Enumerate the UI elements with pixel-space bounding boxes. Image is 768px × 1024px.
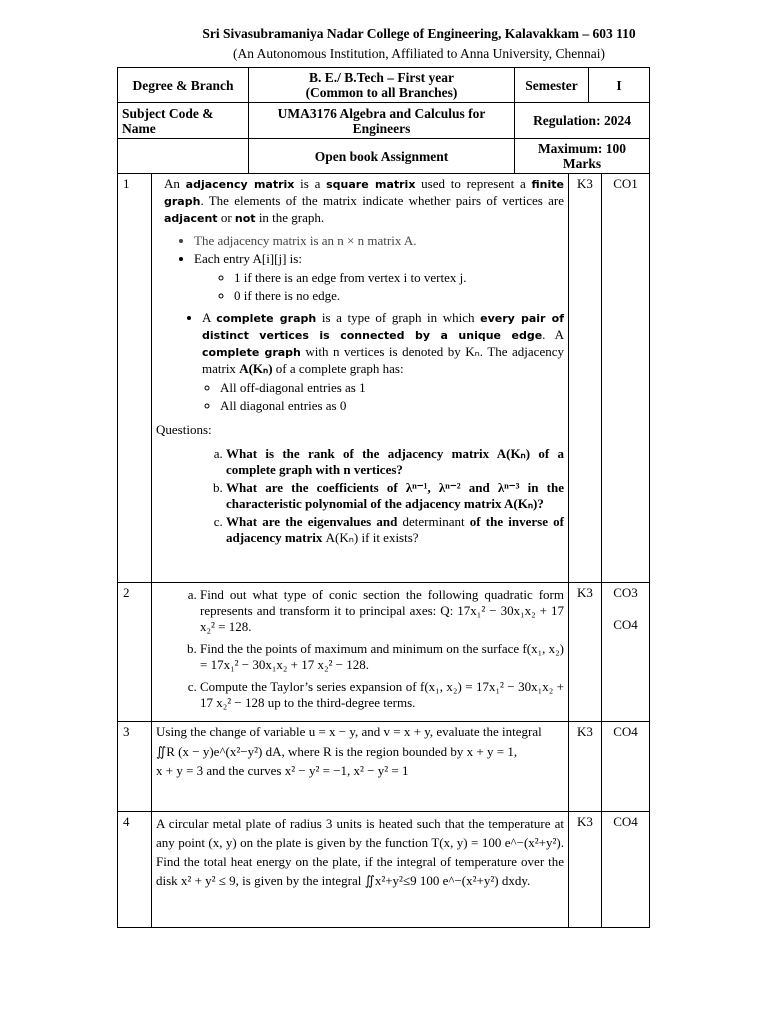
bullet-item: ◦ 0 if there is no edge. bbox=[234, 288, 564, 304]
question-body: An adjacency matrix is a square matrix used to represent a finite graph. The elements of the matrix indicate whether pairs of vertices are adjacent or not in the graph. • The adjacency matrix is an n × n matrix A. • Each entry A[i][j] is: ◦ 1 if there is an edge from vertex i to vertex j. ◦ 0 if there is no edge. • A complete graph is a type of graph in which every pair of distinct vertices is connected by a unique edge. A complete graph with n vertices is denoted by Kₙ. The adjacency matrix A(Kₙ) of a complete graph has: ◦ All off-diagonal entries as 1 ◦ All diagonal entries as 0 Questions: a. What is the rank of the adjacency matrix A(Kₙ) of a complete graph with n vertices? b. What are the coefficients of λⁿ⁻¹, λⁿ⁻² and λⁿ⁻³ in the characteristic polynomial of the adjacency matrix A(Kₙ)? c. What are the eigenvalues and determinant of the inverse of adjacency matrix A(Kₙ) if it exists? bbox=[152, 174, 569, 583]
degree-value: B. E./ B.Tech – First year (Common to all Branches) bbox=[249, 68, 515, 103]
sub-question-a: a. What is the rank of the adjacency matrix A(Kₙ) of a complete graph with n vertices? bbox=[226, 446, 564, 478]
sub-question-b: b. What are the coefficients of λⁿ⁻¹, λⁿ⁻² and λⁿ⁻³ in the characteristic polynomial of the adjacency matrix A(Kₙ)? bbox=[226, 480, 564, 512]
meta-table bbox=[117, 67, 650, 174]
question-body bbox=[152, 583, 569, 722]
subject-value: UMA3176 Algebra and Calculus for Engineers bbox=[249, 103, 515, 139]
blank-cell bbox=[118, 139, 249, 174]
question-number: 1 bbox=[118, 174, 152, 583]
regulation: Regulation: 2024 bbox=[515, 103, 650, 139]
k-level: K3 bbox=[569, 722, 602, 812]
course-outcome: CO4 bbox=[602, 812, 650, 928]
k-level: K3 bbox=[569, 583, 602, 722]
question-row-3 bbox=[118, 722, 650, 812]
sub-question-b: b. Find the the points of maximum and minimum on the surface f(x₁, x₂) = 17x₁² − 30x₁x₂ + 17 x₂² − 128. bbox=[200, 641, 564, 673]
degree-label: Degree & Branch bbox=[118, 68, 249, 103]
course-outcome: CO1 bbox=[602, 174, 650, 583]
assignment-type: Open book Assignment bbox=[249, 139, 515, 174]
bullet-item: • The adjacency matrix is an n × n matrix A. bbox=[194, 233, 564, 249]
k-level: K3 bbox=[569, 174, 602, 583]
bullet-item: • Each entry A[i][j] is: ◦ 1 if there is an edge from vertex i to vertex j. ◦ 0 if there is no edge. bbox=[194, 251, 564, 304]
question-body: Using the change of variable u = x − y, and v = x + y, evaluate the integral ∬R (x − y)e^(x²−y²) dA, where R is the region bounded by x + y = 1, x + y = 3 and the curves x² − y² = −1, x² − y² = 1 bbox=[152, 722, 569, 812]
sub-question-c: c. What are the eigenvalues and determinant of the inverse of adjacency matrix A(Kₙ) if it exists? bbox=[226, 514, 564, 546]
bullet-item: • A complete graph is a type of graph in which every pair of distinct vertices is connected by a unique edge. A complete graph with n vertices is denoted by Kₙ. The adjacency matrix A(Kₙ) of a complete graph has: ◦ All off-diagonal entries as 1 ◦ All diagonal entries as 0 bbox=[202, 310, 564, 414]
college-name: Sri Sivasubramaniya Nadar College of Engineering, Kalavakkam – 603 110 bbox=[202, 26, 636, 41]
sub-question-c: c. Compute the Taylor’s series expansion of f(x₁, x₂) = 17x₁² − 30x₁x₂ + 17 x₂² − 128 up to the third-degree terms. bbox=[200, 679, 564, 711]
question-row-2 bbox=[118, 583, 650, 722]
bullet-item: ◦ 1 if there is an edge from vertex i to vertex j. bbox=[234, 270, 564, 286]
semester-label: Semester bbox=[515, 68, 589, 103]
college-affiliation: (An Autonomous Institution, Affiliated to Anna University, Chennai) bbox=[233, 46, 605, 61]
course-outcome: CO3 CO4 bbox=[602, 583, 650, 722]
question-number: 4 bbox=[118, 812, 152, 928]
question-row-1 bbox=[118, 174, 650, 583]
sub-question-a: a. Find out what type of conic section the following quadratic form represents and transform it to principal axes: Q: 17x₁² − 30x₁x₂ + 17 x₂² = 128. bbox=[200, 587, 564, 635]
k-level: K3 bbox=[569, 812, 602, 928]
question-body: A circular metal plate of radius 3 units is heated such that the temperature at any point (x, y) on the plate is given by the function T(x, y) = 100 e^−(x²+y²). Find the total heat energy on the plate, if the integral of temperature over the disk x² + y² ≤ 9, is given by the integral ∬x²+y²≤9 100 e^−(x²+y²) dxdy. bbox=[152, 812, 569, 928]
question-number: 3 bbox=[118, 722, 152, 812]
bullet-item: ◦ All diagonal entries as 0 bbox=[220, 398, 564, 414]
course-outcome: CO4 bbox=[602, 722, 650, 812]
subject-label: Subject Code & Name bbox=[118, 103, 249, 139]
question-number: 2 bbox=[118, 583, 152, 722]
questions-table bbox=[117, 173, 650, 928]
max-marks: Maximum: 100 Marks bbox=[515, 139, 650, 174]
bullet-item: ◦ All off-diagonal entries as 1 bbox=[220, 380, 564, 396]
questions-label: Questions: bbox=[156, 422, 212, 437]
semester-value: I bbox=[589, 68, 650, 103]
question-row-4 bbox=[118, 812, 650, 928]
